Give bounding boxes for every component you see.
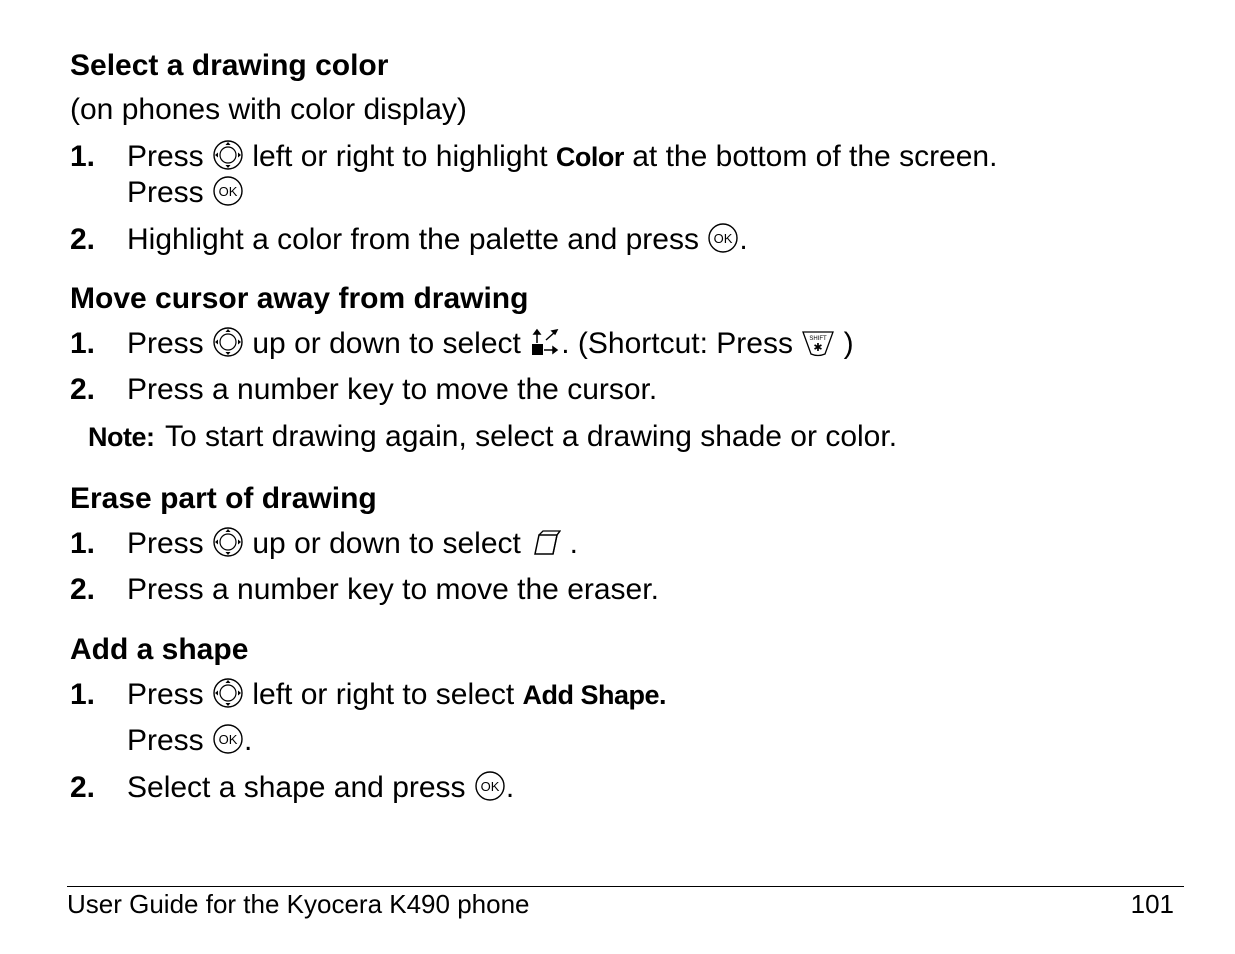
step-text-part: Press xyxy=(127,724,204,757)
step-text-part: Press xyxy=(127,527,204,560)
ok-key-icon xyxy=(707,222,739,254)
step-text-part: Press xyxy=(127,176,204,209)
svg-text:SHIFT: SHIFT xyxy=(809,336,827,343)
step-text xyxy=(127,327,854,361)
step-text-part: up or down to select xyxy=(252,527,521,560)
shift-key-icon xyxy=(801,326,835,358)
svg-text:✱: ✱ xyxy=(813,342,823,355)
step-text-part: . (Shortcut: Press xyxy=(561,327,793,360)
step-text-part: . xyxy=(244,724,253,757)
ok-key-icon xyxy=(474,770,506,802)
ok-key-icon xyxy=(212,175,244,207)
step-text-part: at the bottom of the screen. xyxy=(632,140,998,173)
section-heading-erase: Erase part of drawing xyxy=(70,482,377,515)
step-number: 1. xyxy=(70,327,96,360)
step-text xyxy=(127,724,252,758)
step-text xyxy=(127,678,666,712)
step-text: Press a number key to move the cursor. xyxy=(127,373,658,406)
step-text-part: Press xyxy=(127,678,204,711)
step-text-part: ) xyxy=(843,327,854,360)
menu-option-color: Color xyxy=(555,142,624,172)
step-text-part: Select a shape and press xyxy=(127,771,466,804)
step-text-part: left or right to highlight xyxy=(252,140,548,173)
section-heading-color: Select a drawing color xyxy=(70,49,389,82)
navigation-key-icon xyxy=(212,526,244,558)
step-text-part: Highlight a color from the palette and press xyxy=(127,223,699,256)
step-text xyxy=(127,176,244,210)
section-heading-cursor: Move cursor away from drawing xyxy=(70,282,529,315)
menu-option-add-shape: Add Shape. xyxy=(522,680,667,710)
navigation-key-icon xyxy=(212,326,244,358)
step-text xyxy=(127,140,997,174)
step-text-part: up or down to select xyxy=(252,327,521,360)
navigation-key-icon xyxy=(212,677,244,709)
footer-divider xyxy=(67,886,1184,887)
step-text xyxy=(127,223,748,257)
note-text: To start drawing again, select a drawing shade or color. xyxy=(164,420,898,453)
step-number: 1. xyxy=(70,140,96,173)
step-number: 2. xyxy=(70,223,96,256)
step-text xyxy=(127,771,514,805)
ok-key-icon xyxy=(212,723,244,755)
step-text xyxy=(127,527,578,561)
page-number: 101 xyxy=(1130,889,1174,919)
step-text-part: . xyxy=(739,223,748,256)
eraser-icon xyxy=(529,526,561,558)
step-text-part: Press xyxy=(127,140,204,173)
section-subheading: (on phones with color display) xyxy=(70,93,467,126)
step-number: 2. xyxy=(70,573,96,606)
step-number: 2. xyxy=(70,771,96,804)
step-text: Press a number key to move the eraser. xyxy=(127,573,659,606)
step-text-part: . xyxy=(505,771,515,804)
note xyxy=(88,420,897,454)
note-label: Note: xyxy=(88,422,155,452)
navigation-key-icon xyxy=(212,139,244,171)
step-text-part: Press xyxy=(127,327,204,360)
section-heading-shape: Add a shape xyxy=(70,633,249,666)
step-number: 1. xyxy=(70,678,96,711)
footer-title: User Guide for the Kyocera K490 phone xyxy=(67,889,530,919)
step-number: 1. xyxy=(70,527,96,560)
move-cursor-icon xyxy=(529,326,561,358)
step-text-part: left or right to select xyxy=(252,678,515,711)
step-text-part: . xyxy=(569,527,578,560)
step-number: 2. xyxy=(70,373,96,406)
